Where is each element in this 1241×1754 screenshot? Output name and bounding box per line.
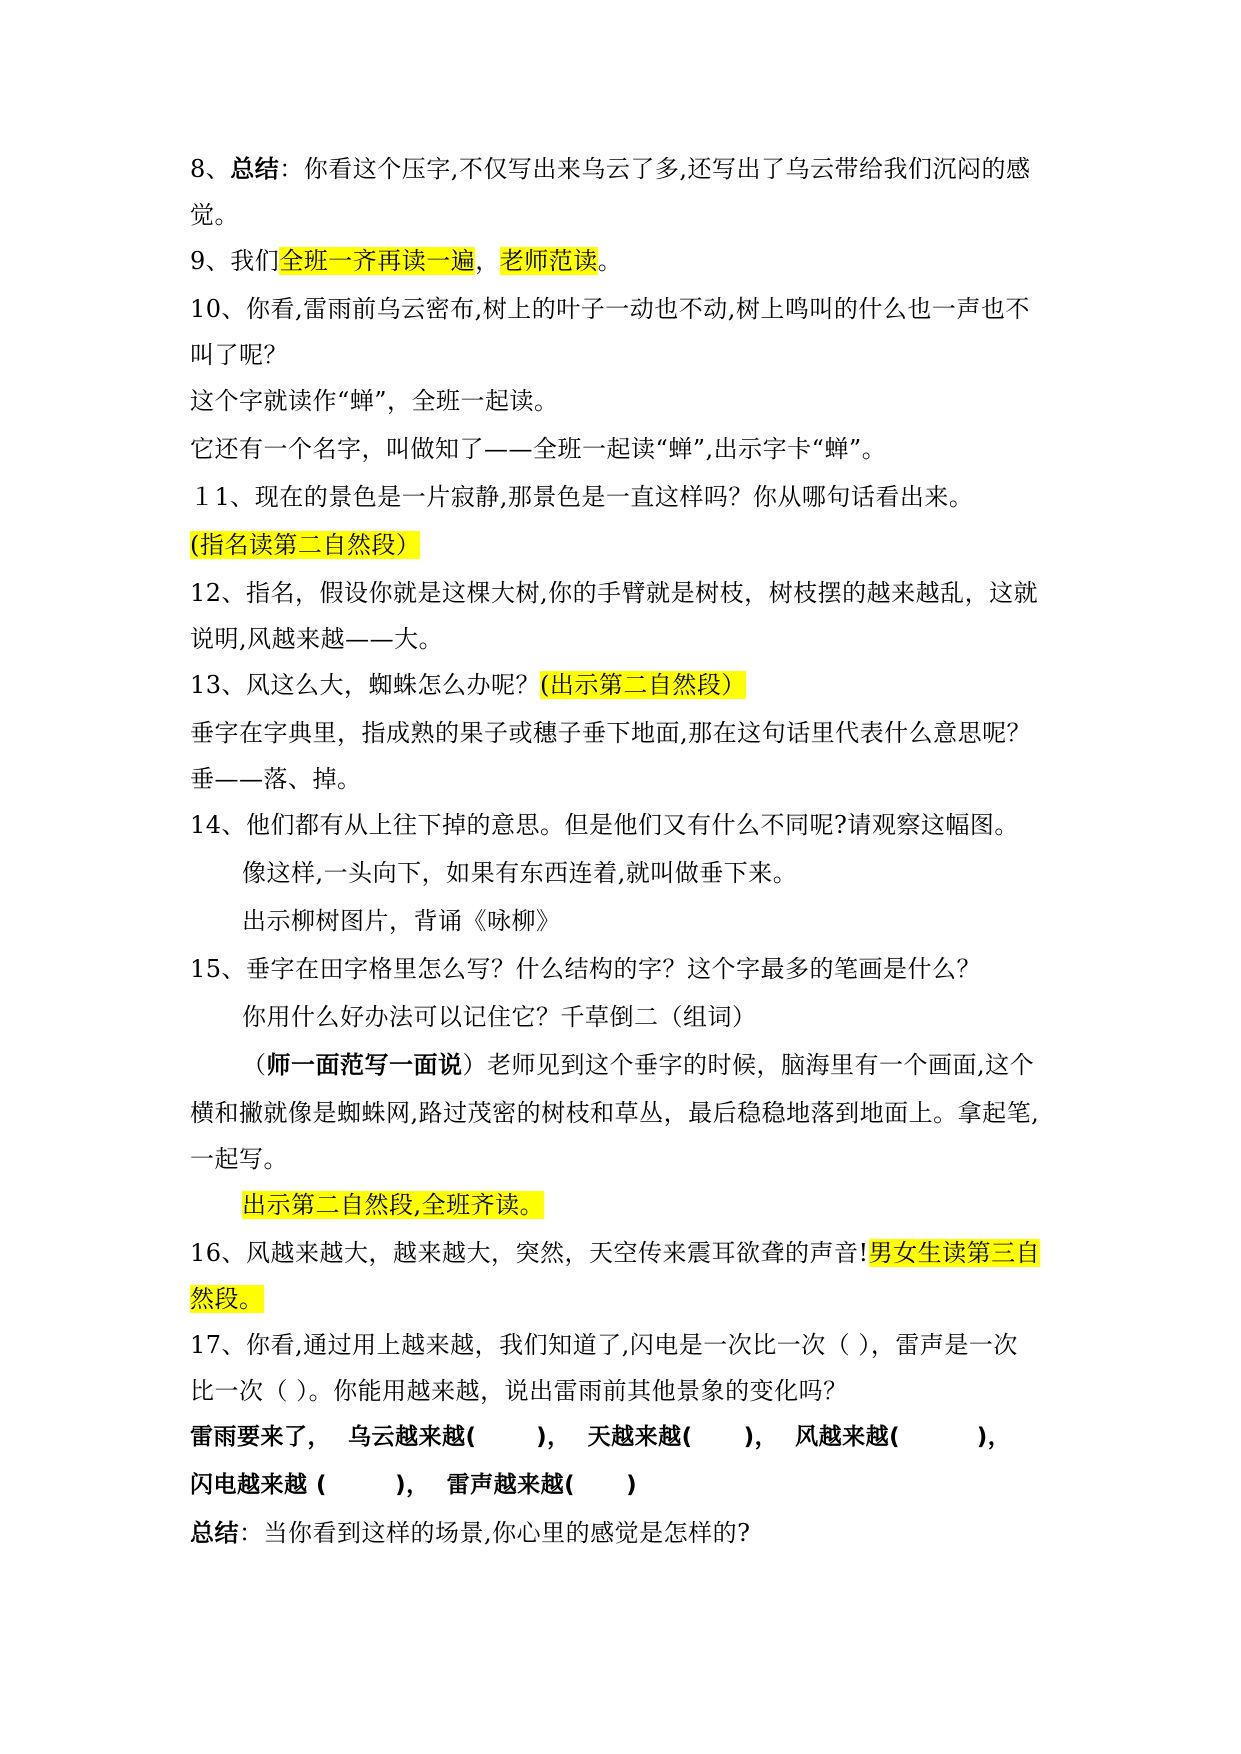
para-8-cont: 觉。 xyxy=(190,201,239,229)
para-10-c: 它还有一个名字，叫做知了——全班一起读“蝉”,出示字卡“蝉”。 xyxy=(190,435,887,463)
highlight: 男女生读第三自 xyxy=(868,1239,1041,1267)
para-14-b: 像这样,一头向下，如果有东西连着,就叫做垂下来。 xyxy=(242,859,798,887)
para-13: 13、风这么大，蜘蛛怎么办呢？(出示第二自然段） xyxy=(190,671,746,699)
highlight: 出示第二自然段,全班齐读。 xyxy=(242,1191,545,1219)
para-15-f xyxy=(190,1181,1070,1229)
document-page xyxy=(190,145,1070,1557)
para-17-cont: 比一次（ ）。你能用越来越，说出雷雨前其他景象的变化吗？ xyxy=(190,1377,848,1405)
para-16-cont xyxy=(190,1277,1070,1321)
para-15-c: （师一面范写一面说）老师见到这个垂字的时候，脑海里有一个画面,这个 xyxy=(242,1050,1035,1079)
highlight: 全班一齐再读一遍 xyxy=(279,247,476,275)
para-15-b: 你用什么好办法可以记住它？千草倒二（组词） xyxy=(242,1003,757,1031)
para-13-b: 垂字在字典里，指成熟的果子或穗子垂下地面,那在这句话里代表什么意思呢？ xyxy=(190,719,1032,747)
exercise-line-1: 雷雨要来了， 乌云越来越( )， 天越来越( )， 风越来越( )， xyxy=(190,1424,1012,1450)
para-10-cont: 叫了呢？ xyxy=(190,341,288,369)
para-12-cont: 说明,风越来越——大。 xyxy=(190,625,444,653)
para-13-c: 垂——落、掉。 xyxy=(190,765,362,793)
para-11: １1、现在的景色是一片寂静,那景色是一直这样吗？你从哪句话看出来。 xyxy=(190,483,974,511)
para-16: 16、风越来越大，越来越大，突然，天空传来震耳欲聋的声音!男女生读第三自 xyxy=(190,1239,1041,1267)
highlight: 老师范读 xyxy=(499,247,598,275)
para-9: 9、我们全班一齐再读一遍，老师范读。 xyxy=(190,247,623,275)
para-14: 14、他们都有从上往下掉的意思。但是他们又有什么不同呢?请观察这幅图。 xyxy=(190,811,1019,839)
para-14-c: 出示柳树图片，背诵《咏柳》 xyxy=(242,907,561,935)
summary: 总结：当你看到这样的场景,你心里的感觉是怎样的? xyxy=(190,1518,751,1547)
para-17: 17、你看,通过用上越来越，我们知道了,闪电是一次比一次（ ），雷声是一次 xyxy=(190,1331,1018,1359)
para-11-b xyxy=(190,521,1070,569)
exercise-line-2: 闪电越来越 ( )， 雷声越来越( ) xyxy=(190,1472,638,1498)
highlight: (出示第二自然段） xyxy=(540,671,746,699)
para-15-d: 横和撇就像是蜘蛛网,路过茂密的树枝和草丛，最后稳稳地落到地面上。拿起笔, xyxy=(190,1099,1040,1127)
para-10-b: 这个字就读作“蝉”，全班一起读。 xyxy=(190,387,559,415)
para-8: 8、总结：你看这个压字,不仅写出来乌云了多,还写出了乌云带给我们沉闷的感 xyxy=(190,154,1031,183)
para-15-e: 一起写。 xyxy=(190,1145,288,1173)
highlight: (指名读第二自然段） xyxy=(190,531,421,559)
para-15: 15、垂字在田字格里怎么写？什么结构的字？这个字最多的笔画是什么？ xyxy=(190,955,982,983)
para-12: 12、指名，假设你就是这棵大树,你的手臂就是树枝，树枝摆的越来越乱，这就 xyxy=(190,579,1039,607)
highlight: 然段。 xyxy=(190,1285,264,1313)
para-10: 10、你看,雷雨前乌云密布,树上的叶子一动也不动,树上鸣叫的什么也一声也不 xyxy=(190,295,1030,323)
